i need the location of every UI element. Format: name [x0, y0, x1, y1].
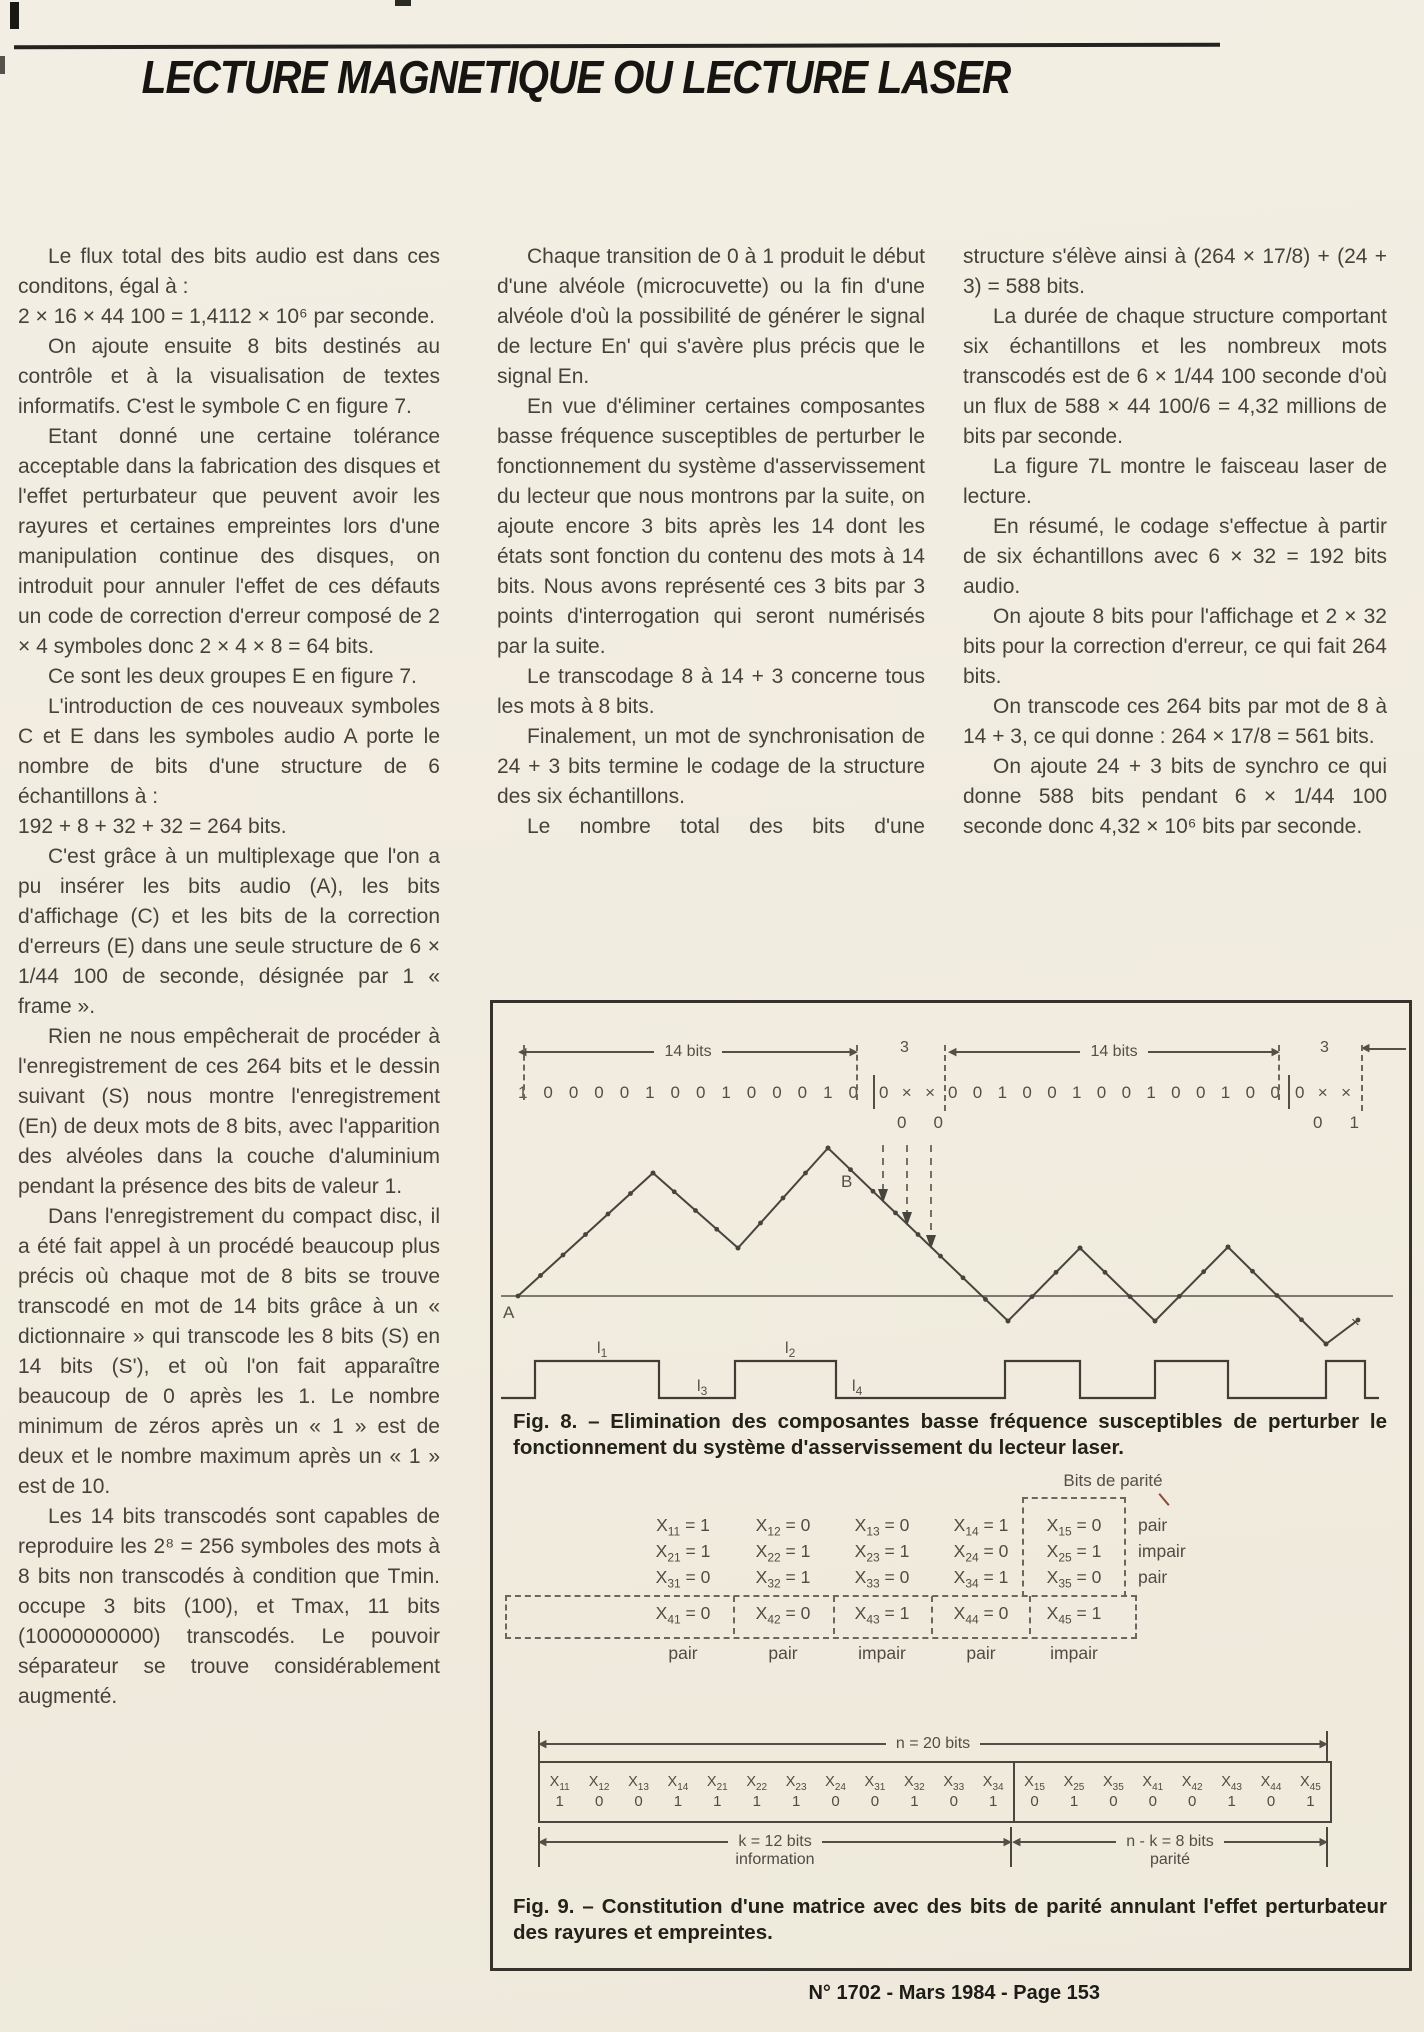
bit: 0 — [619, 1083, 630, 1102]
matrix-cell: $X_{35} = 0$ — [1046, 1567, 1102, 1591]
point-a-label: A — [503, 1303, 515, 1322]
arrow-tick — [1326, 1731, 1328, 1761]
bit: 0 — [933, 1113, 943, 1132]
matrix-cell: $X_{22} = 1$ — [755, 1541, 811, 1565]
matrix-cell: $X_{13} = 0$ — [854, 1515, 910, 1539]
column-parity-label: impair — [1050, 1643, 1098, 1663]
codeword-cell: $X_{32}$ 1 — [903, 1773, 925, 1811]
codeword-table — [538, 1761, 1332, 1823]
column-parity-label: pair — [966, 1643, 996, 1663]
paragraph: En vue d'éliminer certaines composantes basse fréquence susceptibles de perturber le fonctionnement du système d'asservissement du lecteur que nous montrons par la suite, on ajoute encore 3 bits après les 14 dont les états sont fonction du contenu des mots à 14 bits. Nous avons représenté ces 3 bits par 3 points d'interrogation qui seront numérisés par la suite. — [497, 395, 925, 658]
paragraph: Etant donné une certaine tolérance acceptable dans la fabrication des disques et l'effet perturbateur que peuvent avoir les rayures et certaines empreintes lors d'une manipulation continue des disques, on introduit pour annuler l'effet de ces défauts un code de correction d'erreur composé de 2 × 4 symboles donc 2 × 4 × 8 = 64 bits. — [18, 425, 440, 658]
bit: 0 — [897, 1113, 907, 1132]
paragraph: Le transcodage 8 à 14 + 3 concerne tous les mots à 8 bits. — [497, 665, 925, 718]
column-2 — [497, 242, 925, 842]
row-parity-label: impair — [1138, 1541, 1186, 1561]
bit: 0 — [1022, 1083, 1032, 1102]
arrow-left-icon: ◀ — [1361, 1042, 1370, 1054]
paragraph: 2 × 16 × 44 100 = 1,4112 × 10⁶ par seconde. — [18, 305, 435, 328]
bit: 1 — [823, 1083, 833, 1102]
tail-sub-2 — [1313, 1113, 1359, 1133]
bit: 0 — [1195, 1083, 1206, 1102]
bit: 0 — [1245, 1083, 1256, 1102]
paragraph: Ce sont les deux groupes E en figure 7. — [48, 665, 417, 688]
column-parity-label: pair — [668, 1643, 698, 1663]
codeword-cell: $X_{24}$ 0 — [825, 1773, 846, 1811]
paragraph: En résumé, le codage s'effectue à partir de six échantillons avec 6 × 32 = 192 bits audio. — [963, 515, 1387, 598]
row-parity-label: pair — [1138, 1515, 1168, 1535]
top-rule — [14, 43, 1220, 50]
row-parity-label: pair — [1138, 1567, 1168, 1587]
figure-box — [490, 1000, 1412, 1971]
codeword-cell: $X_{12}$ 0 — [588, 1773, 610, 1811]
column-parity-label: impair — [858, 1643, 906, 1663]
paragraph: 192 + 8 + 32 + 32 = 264 bits. — [18, 815, 287, 838]
paragraph: L'introduction de ces nouveaux symboles C et E dans les symboles audio A porte le nombre de bits d'une structure de 6 échantillons à : — [18, 695, 440, 808]
next-width-arrow — [1361, 1043, 1406, 1054]
bit: 0 — [1096, 1083, 1107, 1102]
pulse-label: $l_3$ — [697, 1378, 708, 1398]
matrix-cell: $X_{11} = 1$ — [656, 1515, 710, 1539]
matrix-cell: $X_{44} = 0$ — [953, 1603, 1009, 1627]
arrow-tick — [856, 1045, 858, 1100]
bit: 1 — [1220, 1083, 1231, 1102]
bit: × — [1341, 1083, 1351, 1102]
k-label: k = 12 bits — [738, 1833, 812, 1850]
codeword-cell: $X_{23}$ 1 — [785, 1773, 807, 1811]
arrow-tick — [1278, 1045, 1280, 1100]
paragraph: Les 14 bits transcodés sont capables de reproduire les 2⁸ = 256 symboles des mots à 8 bits non transcodés à condition que Tmin. occupe 3 bits (100), et Tmax, 11 bits (10000000000) transcodés. Le pouvoir séparateur se trouve considérablement augmenté. — [18, 1505, 440, 1708]
scan-mark — [10, 2, 19, 29]
bit: 0 — [746, 1083, 757, 1102]
bit: 0 — [1121, 1083, 1132, 1102]
width-label: 14 bits — [664, 1043, 712, 1060]
paragraph: On ajoute ensuite 8 bits destinés au contrôle et à la visualisation de textes informatifs. C'est le symbole C en figure 7. — [18, 335, 440, 418]
nk-sublabel: parité — [1149, 1851, 1191, 1868]
matrix-cell: $X_{21} = 1$ — [655, 1541, 711, 1565]
bit: 1 — [1071, 1083, 1082, 1102]
paragraph: La durée de chaque structure comportant six échantillons et les nombreux mots transcodés est de 6 × 1/44 100 seconde d'où un flux de 588 × 44 100/6 = 4,32 millions de bits par seconde. — [963, 305, 1387, 448]
pulse-signal — [501, 1361, 1379, 1398]
scan-mark — [0, 56, 5, 74]
bit: 0 — [1047, 1083, 1057, 1102]
pulse-label: $l_2$ — [785, 1340, 796, 1360]
pulse-label: $l_1$ — [597, 1340, 608, 1360]
bit: 0 — [948, 1083, 958, 1102]
bit: 1 — [645, 1083, 655, 1102]
arrow-left-icon: ◀ — [518, 1045, 527, 1058]
bit: × — [1317, 1083, 1328, 1102]
paragraph: On ajoute 8 bits pour l'affichage et 2 × 32 bits pour la correction d'erreur, ce qui fait 264 bits. — [963, 605, 1387, 688]
codeword-cell: $X_{11}$ 1 — [549, 1773, 570, 1811]
arrow-tick — [1326, 1827, 1328, 1867]
codeword-cell: $X_{21}$ 1 — [706, 1773, 728, 1811]
fig9-caption: Fig. 9. – Constitution d'une matrice avec des bits de parité annulant l'effet perturbateur des rayures et empreintes. — [513, 1895, 1387, 1944]
arrow-left-icon: ◀ — [1012, 1835, 1021, 1848]
n-bits-arrow — [538, 1735, 1328, 1753]
arrow-right-icon: ▶ — [849, 1045, 859, 1058]
codeword-cell: $X_{33}$ 0 — [943, 1773, 965, 1811]
paragraph: Finalement, un mot de synchronisation de 24 + 3 bits termine le codage de la structure des six échantillons. — [497, 725, 925, 808]
bit: 0 — [1313, 1113, 1323, 1132]
nk-bits-arrow — [1012, 1833, 1328, 1851]
codeword-cell: $X_{42}$ 0 — [1181, 1773, 1203, 1811]
bits-width-arrow-1 — [518, 1043, 858, 1061]
bit: 0 — [594, 1083, 604, 1102]
bit: 0 — [848, 1083, 858, 1102]
paragraph: Dans l'enregistrement du compact disc, il a été fait appel à un procédé beaucoup plus précis où chaque mot de 8 bits se trouve transcodé en mot de 14 bits grâce à un « dictionnaire » qui transcode les 8 bits (S) en 14 bits (S'), et où l'on fait apparaître beaucoup de 0 après les 1. Le nombre minimum de zéros après un « 1 » est de deux et le nombre maximum après un « 1 » est de 10. — [18, 1205, 440, 1498]
matrix-cell: $X_{31} = 0$ — [655, 1567, 711, 1591]
paragraph: La figure 7L montre le faisceau laser de lecture. — [963, 455, 1387, 508]
tail-sub-1 — [897, 1113, 943, 1133]
arrow-tick — [523, 1045, 525, 1100]
digital-sum-curve — [518, 1148, 1358, 1344]
arrow-tick — [1361, 1045, 1363, 1111]
codeword-cell: $X_{31}$ 0 — [864, 1773, 886, 1811]
nk-label: n - k = 8 bits — [1126, 1833, 1214, 1850]
codeword-cell: $X_{34}$ 1 — [982, 1773, 1004, 1811]
k-sublabel: information — [735, 1851, 815, 1868]
pulse-label: $l_4$ — [852, 1378, 863, 1398]
codeword-cell: $X_{25}$ 1 — [1063, 1773, 1085, 1811]
bit: × — [925, 1083, 935, 1102]
arrow-right-icon: ▶ — [1319, 1835, 1328, 1848]
pulse-labels — [597, 1340, 863, 1398]
arrow-right-icon: ▶ — [1271, 1045, 1281, 1058]
tail-bits-1 — [879, 1083, 935, 1103]
bit: 0 — [568, 1083, 579, 1102]
arrow-tick — [1010, 1827, 1012, 1867]
matrix-cell: $X_{45} = 1$ — [1046, 1603, 1102, 1627]
column-3 — [963, 242, 1387, 842]
codeword-cell: $X_{41}$ 0 — [1142, 1773, 1164, 1811]
bit: 0 — [1295, 1083, 1305, 1102]
codeword-cell: $X_{43}$ 1 — [1221, 1773, 1242, 1811]
end-marker: × — [1351, 1314, 1360, 1331]
matrix-cell: $X_{32} = 1$ — [755, 1567, 811, 1591]
arrow-right-icon: ▶ — [1319, 1737, 1328, 1750]
matrix-cell: $X_{33} = 0$ — [854, 1567, 910, 1591]
codeword-cell: $X_{13}$ 0 — [628, 1773, 649, 1811]
bit: 0 — [879, 1083, 889, 1102]
paragraph: Le nombre total des bits d'une — [527, 815, 925, 838]
column-1 — [18, 242, 440, 1712]
codeword-cell: $X_{14}$ 1 — [667, 1773, 689, 1811]
arrow-right-icon: ▶ — [1003, 1835, 1012, 1848]
paragraph: On ajoute 24 + 3 bits de synchro ce qui donne 588 bits pendant 6 × 1/44 100 seconde donc 4,32 × 10⁶ bits par seconde. — [963, 755, 1387, 838]
paragraph: Le flux total des bits audio est dans ces conditons, égal à : — [18, 245, 440, 298]
bit-separator — [873, 1075, 875, 1109]
bit: 0 — [670, 1083, 680, 1102]
fig9-parity-header: Bits de parité — [1063, 1471, 1163, 1490]
bit: 1 — [1146, 1083, 1156, 1102]
bit-group-2 — [948, 1083, 1280, 1103]
bit: × — [901, 1083, 912, 1102]
column-parity-label: pair — [768, 1643, 798, 1663]
matrix-cell: $X_{43} = 1$ — [854, 1603, 910, 1627]
bit: 1 — [518, 1083, 528, 1102]
tail-bits-2 — [1295, 1083, 1351, 1103]
bit: 0 — [797, 1083, 808, 1102]
paragraph: Rien ne nous empêcherait de procéder à l'enregistrement de ces 264 bits et le dessin suivant (S) nous montre l'enregistrement (En) de deux mots de 8 bits, avec l'apparition des alvéoles dans la couche d'aluminium pendant la présence des bits de valeur 1. — [18, 1025, 440, 1198]
parity-pointer — [1158, 1493, 1169, 1506]
page-title: LECTURE MAGNETIQUE OU LECTURE LASER — [141, 51, 1011, 103]
paragraph: structure s'élève ainsi à (264 × 17/8) + (24 + 3) = 588 bits. — [963, 245, 1387, 298]
codeword-cell: $X_{15}$ 0 — [1013, 1763, 1054, 1821]
arrow-tick — [538, 1827, 540, 1867]
bit: 0 — [543, 1083, 553, 1102]
matrix-cell: $X_{24} = 0$ — [953, 1541, 1009, 1565]
codeword-cell: $X_{22}$ 1 — [746, 1773, 768, 1811]
matrix-cell: $X_{25} = 1$ — [1046, 1541, 1102, 1565]
arrow-left-icon: ◀ — [948, 1045, 957, 1058]
matrix-cell: $X_{34} = 1$ — [953, 1567, 1009, 1591]
scan-mark — [395, 0, 411, 6]
bit: 0 — [772, 1083, 782, 1102]
bit-group-1 — [518, 1083, 858, 1103]
point-b-label: B — [841, 1172, 853, 1191]
arrow-left-icon: ◀ — [538, 1737, 547, 1750]
bit-dots — [516, 1146, 1361, 1347]
bit: 0 — [1270, 1083, 1280, 1102]
codeword-cell: $X_{45}$ 1 — [1300, 1773, 1321, 1811]
bit: 1 — [721, 1083, 731, 1102]
paragraph: On transcode ces 264 bits par mot de 8 à 14 + 3, ce qui donne : 264 × 17/8 = 561 bits. — [963, 695, 1387, 748]
paragraph: Chaque transition de 0 à 1 produit le début d'une alvéole (microcuvette) ou la fin d'une alvéole d'où la possibilité de générer le signal de lecture En' qui s'avère plus précis que le signal En. — [497, 245, 925, 388]
arrow-tick — [944, 1045, 946, 1111]
page-footer: N° 1702 - Mars 1984 - Page 153 — [808, 1982, 1100, 2004]
matrix-cell: $X_{23} = 1$ — [854, 1541, 910, 1565]
bit: 0 — [1171, 1083, 1181, 1102]
fig8-caption: Fig. 8. – Elimination des composantes basse fréquence susceptibles de perturber le fonctionnement du système d'asservissement du lecteur laser. — [513, 1410, 1387, 1459]
bit: 0 — [695, 1083, 706, 1102]
k-bits-arrow — [538, 1833, 1012, 1851]
arrow-left-icon: ◀ — [538, 1835, 547, 1848]
width-label: 14 bits — [1090, 1043, 1138, 1060]
matrix-cell: $X_{14} = 1$ — [953, 1515, 1009, 1539]
codeword-cell: $X_{35}$ 0 — [1102, 1773, 1124, 1811]
arrow-tick — [538, 1731, 540, 1761]
tail-count-1: 3 — [900, 1039, 909, 1056]
matrix-cell: $X_{15} = 0$ — [1046, 1515, 1102, 1539]
n-label: n = 20 bits — [895, 1735, 971, 1752]
tail-count-2: 3 — [1320, 1039, 1329, 1056]
codeword-cell: $X_{44}$ 0 — [1260, 1773, 1282, 1811]
bit: 0 — [972, 1083, 983, 1102]
bit: 1 — [1349, 1113, 1359, 1132]
bit: 1 — [997, 1083, 1008, 1102]
bits-width-arrow-2 — [948, 1043, 1280, 1061]
matrix-cell: $X_{12} = 0$ — [755, 1515, 811, 1539]
matrix-cell: $X_{42} = 0$ — [755, 1603, 811, 1627]
fig8-waveform — [493, 1143, 1409, 1453]
paragraph: C'est grâce à un multiplexage que l'on a pu insérer les bits audio (A), les bits d'affichage (C) et les bits de la correction d'erreurs (E) dans une seule structure de 6 × 1/44 100 de seconde, désignée par 1 « frame ». — [18, 845, 440, 1018]
bit-separator — [1288, 1075, 1290, 1109]
matrix-cell: $X_{41} = 0$ — [655, 1603, 711, 1627]
